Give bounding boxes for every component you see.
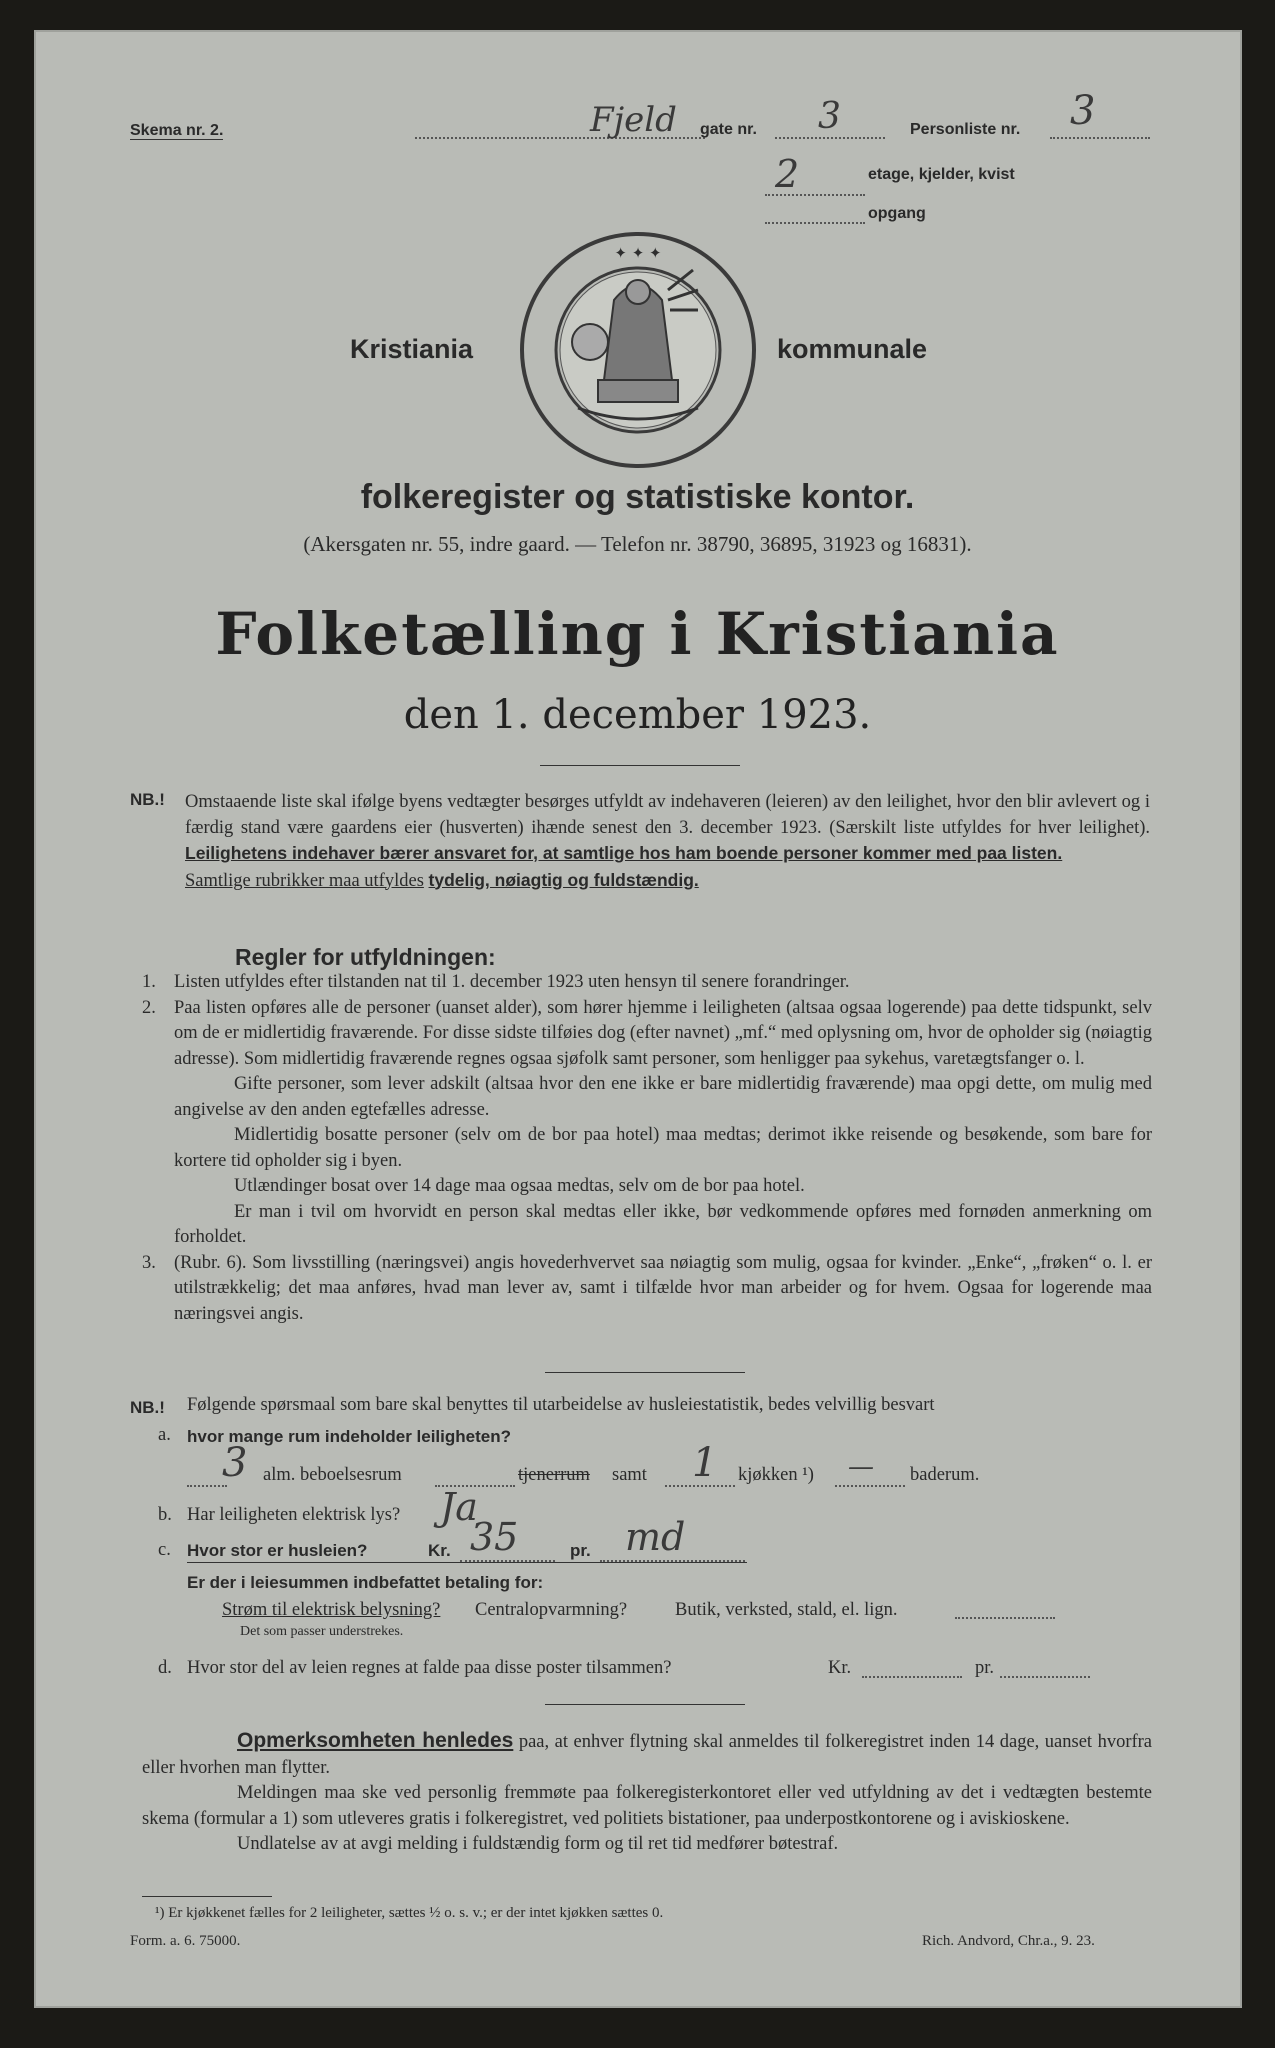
tjenerrum-label: tjenerrum: [518, 1465, 590, 1485]
rule-2e-text: Er man i tvil om hvorvidt en person skal medtas eller ikke, bør vedkommende opføres med fornøden anmerkning om forholdet.: [174, 1201, 1152, 1247]
option-electric: Strøm til elektrisk belysning?: [222, 1600, 441, 1620]
personliste-label: Personliste nr.: [910, 121, 1021, 138]
etage-label: etage, kjelder, kvist: [868, 166, 1015, 183]
nb1-bold: Leilighetens indehaver bærer ansvaret for, at samtlige hos ham boende personer kommer med paa listen.: [185, 843, 1063, 863]
question-d-amount-field: [862, 1676, 962, 1678]
opgang-label: opgang: [868, 205, 926, 222]
option-central-heating: Centralopvarmning?: [475, 1600, 628, 1620]
printer-credit: Rich. Andvord, Chr.a., 9. 23.: [922, 1933, 1095, 1949]
etage-handwritten: 2: [775, 152, 800, 196]
rule-2-text: Paa listen opføres alle de personer (uanset alder), som hører hjemme i leiligheten (altsaa ogsaa logerende) paa dette tidspunkt, selv om de er midlertidig fraværende. For disse sidste tilføies dog (efter navnet) „mf.“ med oplysning om, hvor de opholder sig (nøiagtig adresse). Som midlertidig fraværende regnes ogsaa sjøfolk samt personer, som henligger paa sykehus, varetægtsfanger o. l.: [174, 997, 1152, 1069]
rent-amount-handwritten: 35: [470, 1515, 519, 1559]
nb2-label: NB.!: [130, 1398, 165, 1417]
street-handwritten: Fjeld: [590, 100, 677, 140]
rent-period-handwritten: md: [625, 1515, 686, 1559]
kitchen-handwritten: 1: [692, 1440, 718, 1486]
rule-2c-text: Midlertidig bosatte personer (selv om de bor paa hotel) maa medtas; derimot ikke reisende og besøkende, som bare for kortere tid opholder sig i byen.: [174, 1125, 1152, 1171]
bath-label: baderum.: [910, 1465, 980, 1485]
rooms-field: [187, 1485, 227, 1487]
notice-text-1: paa, at enhver flytning skal anmeldes til folkeregistret inden 14 dage, uanset hvorfra eller hvorhen man flytter.: [142, 1732, 1153, 1778]
main-subtitle: den 1. december 1923.: [403, 692, 872, 738]
rule-1: [142, 970, 1152, 996]
title-divider: [540, 765, 740, 766]
rules-heading: Regler for utfyldningen:: [235, 944, 496, 970]
nb1-bold2: tydelig, nøiagtig og fuldstændig.: [428, 869, 699, 890]
footnote: ¹) Er kjøkkenet fælles for 2 leiligheter, sættes ½ o. s. v.; er der intet kjøkken sættes 0.: [155, 1905, 664, 1921]
samt-label: samt: [612, 1465, 647, 1485]
rule-2d-text: Utlændinger bosat over 14 dage maa ogsaa medtas, selv om de bor paa hotel.: [234, 1176, 805, 1196]
office-address: (Akersgaten nr. 55, indre gaard. — Telefon nr. 38790, 36895, 31923 og 16831).: [303, 532, 972, 556]
question-a-label: a.: [158, 1425, 171, 1445]
rule-2d: [142, 1174, 1152, 1200]
notice-lead: Opmerksomheten henledes: [237, 1729, 514, 1752]
option-business: Butik, verksted, stald, el. lign.: [675, 1600, 898, 1620]
svg-text:✦ ✦ ✦: ✦ ✦ ✦: [614, 244, 662, 262]
question-b: Har leiligheten elektrisk lys?: [187, 1505, 401, 1525]
question-c: Hvor stor er husleien?: [187, 1541, 368, 1560]
question-d: Hvor stor del av leien regnes at falde paa disse poster tilsammen?: [187, 1658, 672, 1678]
question-b-label: b.: [158, 1505, 172, 1525]
rule-1-text: Listen utfyldes efter tilstanden nat til 1. december 1923 uten hensyn til senere forandringer.: [174, 972, 850, 992]
notice-divider: [545, 1704, 745, 1705]
notice-text-2: Meldingen maa ske ved personlig fremmøte paa folkeregisterkontoret eller ved utfyldning av det i vedtægten bestemte skema (formular a 1) som utleveres gratis i folkeregistret, ved politiets bistationer, paa underpostkontorene og i aviskioskene.: [142, 1783, 1152, 1829]
question-d-label: d.: [158, 1658, 172, 1678]
options-field: [955, 1617, 1055, 1619]
electric-light-handwritten: Ja: [440, 1485, 478, 1529]
rule-2b-text: Gifte personer, som lever adskilt (altsaa hvor den ene ikke er bare midlertidig fraværende) maa opgi dette, om mulig med angivelse av den anden egtefælles adresse.: [174, 1074, 1152, 1120]
kitchen-label: kjøkken ¹): [738, 1465, 814, 1485]
question-a: hvor mange rum indeholder leiligheten?: [187, 1427, 511, 1446]
rule-1-number: 1.: [142, 972, 156, 992]
nb1-label: NB.!: [130, 790, 165, 809]
nb1-paragraph: [185, 790, 1150, 894]
rent-kr-label: Kr.: [428, 1541, 451, 1560]
rule-3-text: (Rubr. 6). Som livsstilling (næringsvei) angis hovederhvervet saa nøiagtig som mulig, ogsaa for kvinder. „Enke“, „frøken“ o. l. er utilstrækkelig; det maa anføres, hvad man lever av, samt i tilfælde hvor man arbeider og for hvem. Ogsaa for logerende maa næringsvei angis.: [174, 1252, 1152, 1324]
notice-paragraph-2: [142, 1781, 1152, 1832]
main-title: Folketælling i Kristiania: [215, 600, 1060, 668]
nb1-block: [130, 790, 1150, 894]
kristiania-seal-icon: [518, 230, 758, 470]
included-payment-heading: Er der i leiesummen indbefattet betaling for:: [187, 1573, 544, 1592]
rules-divider: [545, 1372, 745, 1373]
seal-left-text: Kristiania: [350, 334, 474, 364]
gate-nr-handwritten: 3: [818, 96, 841, 137]
skema-number: Skema nr. 2.: [130, 122, 224, 139]
footnote-rule: [142, 1896, 272, 1897]
question-d-kr: Kr.: [828, 1658, 852, 1678]
rent-underline: [187, 1562, 747, 1563]
bath-field: [835, 1485, 905, 1487]
notice-text-3: Undlatelse av at avgi melding i fuldstændig form og til ret tid medfører bøtestraf.: [237, 1834, 839, 1854]
nb1-text2: Samtlige rubrikker maa utfyldes: [185, 870, 424, 891]
question-c-label: c.: [158, 1540, 171, 1560]
notice-paragraph-1: [142, 1728, 1152, 1781]
rule-2: [142, 996, 1152, 1073]
bath-handwritten: —: [848, 1452, 874, 1482]
nb2-text: Følgende spørsmaal som bare skal benyttes til utarbeidelse av husleiestatistik, bedes velvillig besvart: [187, 1395, 935, 1415]
notice-paragraph-3: [142, 1832, 1152, 1858]
options-note: Det som passer understrekes.: [240, 1624, 404, 1639]
question-d-pr: pr.: [975, 1658, 995, 1678]
personliste-handwritten: 3: [1070, 88, 1096, 134]
gate-nr-label: gate nr.: [700, 121, 757, 138]
rent-pr-label: pr.: [570, 1541, 591, 1560]
question-d-period-field: [1000, 1676, 1090, 1678]
gate-nr-field: [775, 137, 885, 139]
rule-3-number: 3.: [142, 1252, 156, 1273]
nb1-text: Omstaaende liste skal ifølge byens vedtægter besørges utfyldt av indehaveren (leieren) av den leilighet, hvor den blir avlevert og i færdig stand være gaardens eier (husverten) ihænde senest den 3. december 1923. (Særskilt liste utfyldes for hver leilighet).: [185, 792, 1150, 838]
rules-list: [142, 970, 1152, 1327]
personliste-field: [1050, 137, 1150, 139]
seal-right-text: kommunale: [777, 334, 928, 364]
rooms-label: alm. beboelsesrum: [263, 1465, 402, 1485]
notice-block: [142, 1728, 1152, 1858]
rule-2c: [142, 1123, 1152, 1174]
opgang-field: [765, 222, 865, 224]
rule-2b: [142, 1072, 1152, 1123]
rule-2e: [142, 1200, 1152, 1251]
rooms-handwritten: 3: [222, 1440, 248, 1486]
rule-3: [142, 1251, 1152, 1328]
office-title: folkeregister og statistiske kontor.: [360, 478, 915, 516]
rule-2-number: 2.: [142, 997, 156, 1018]
form-number: Form. a. 6. 75000.: [130, 1933, 241, 1949]
